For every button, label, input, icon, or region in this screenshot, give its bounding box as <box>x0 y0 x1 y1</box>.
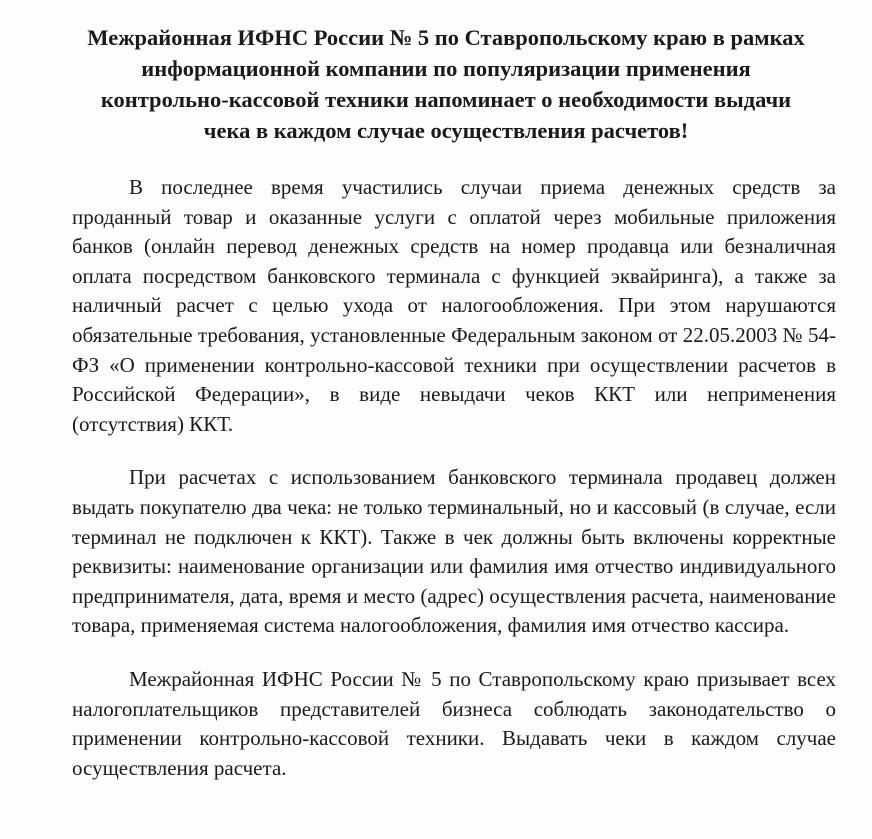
paragraph-2: При расчетах с использованием банковского терминала продавец должен выдать покупателю два чека: не только терминальный, но и кассовый (в случае, если терминал не подключен к ККТ). Также в чек должны быть включены корректные реквизиты: наименование организации или фамилия имя отчество индивидуального предпринимателя, дата, время и место (адрес) осуществления расчета, наименование товара, применяемая система налогообложения, фамилия имя отчество кассира. <box>72 465 836 638</box>
paragraph-3: Межрайонная ИФНС России № 5 по Ставропольскому краю призывает всех налогоплательщиков представителей бизнеса соблюдать законодательство о применении контрольно-кассовой техники. Выдавать чеки в каждом случае осуществления расчета. <box>72 666 836 780</box>
document-title: Межрайонная ИФНС России № 5 по Ставропольскому краю в рамках информационной компании по популяризации применения контрольно-кассовой техники напоминает о необходимости выдачи чека в каждом случае осуществления расчетов! <box>87 25 805 143</box>
paragraph-1: В последнее время участились случаи приема денежных средств за проданный товар и оказанные услуги с оплатой через мобильные приложения банков (онлайн перевод денежных средств на номер продавца или безналичная оплата посредством банковского терминала с функцией эквайринга), а также за наличный расчет с целью ухода от налогообложения. При этом нарушаются обязательные требования, установленные Федеральным законом от 22.05.2003 № 54-ФЗ «О применении контрольно-кассовой техники при осуществлении расчетов в Российской Федерации», в виде невыдачи чеков ККТ или неприменения (отсутствия) ККТ. <box>72 175 836 436</box>
